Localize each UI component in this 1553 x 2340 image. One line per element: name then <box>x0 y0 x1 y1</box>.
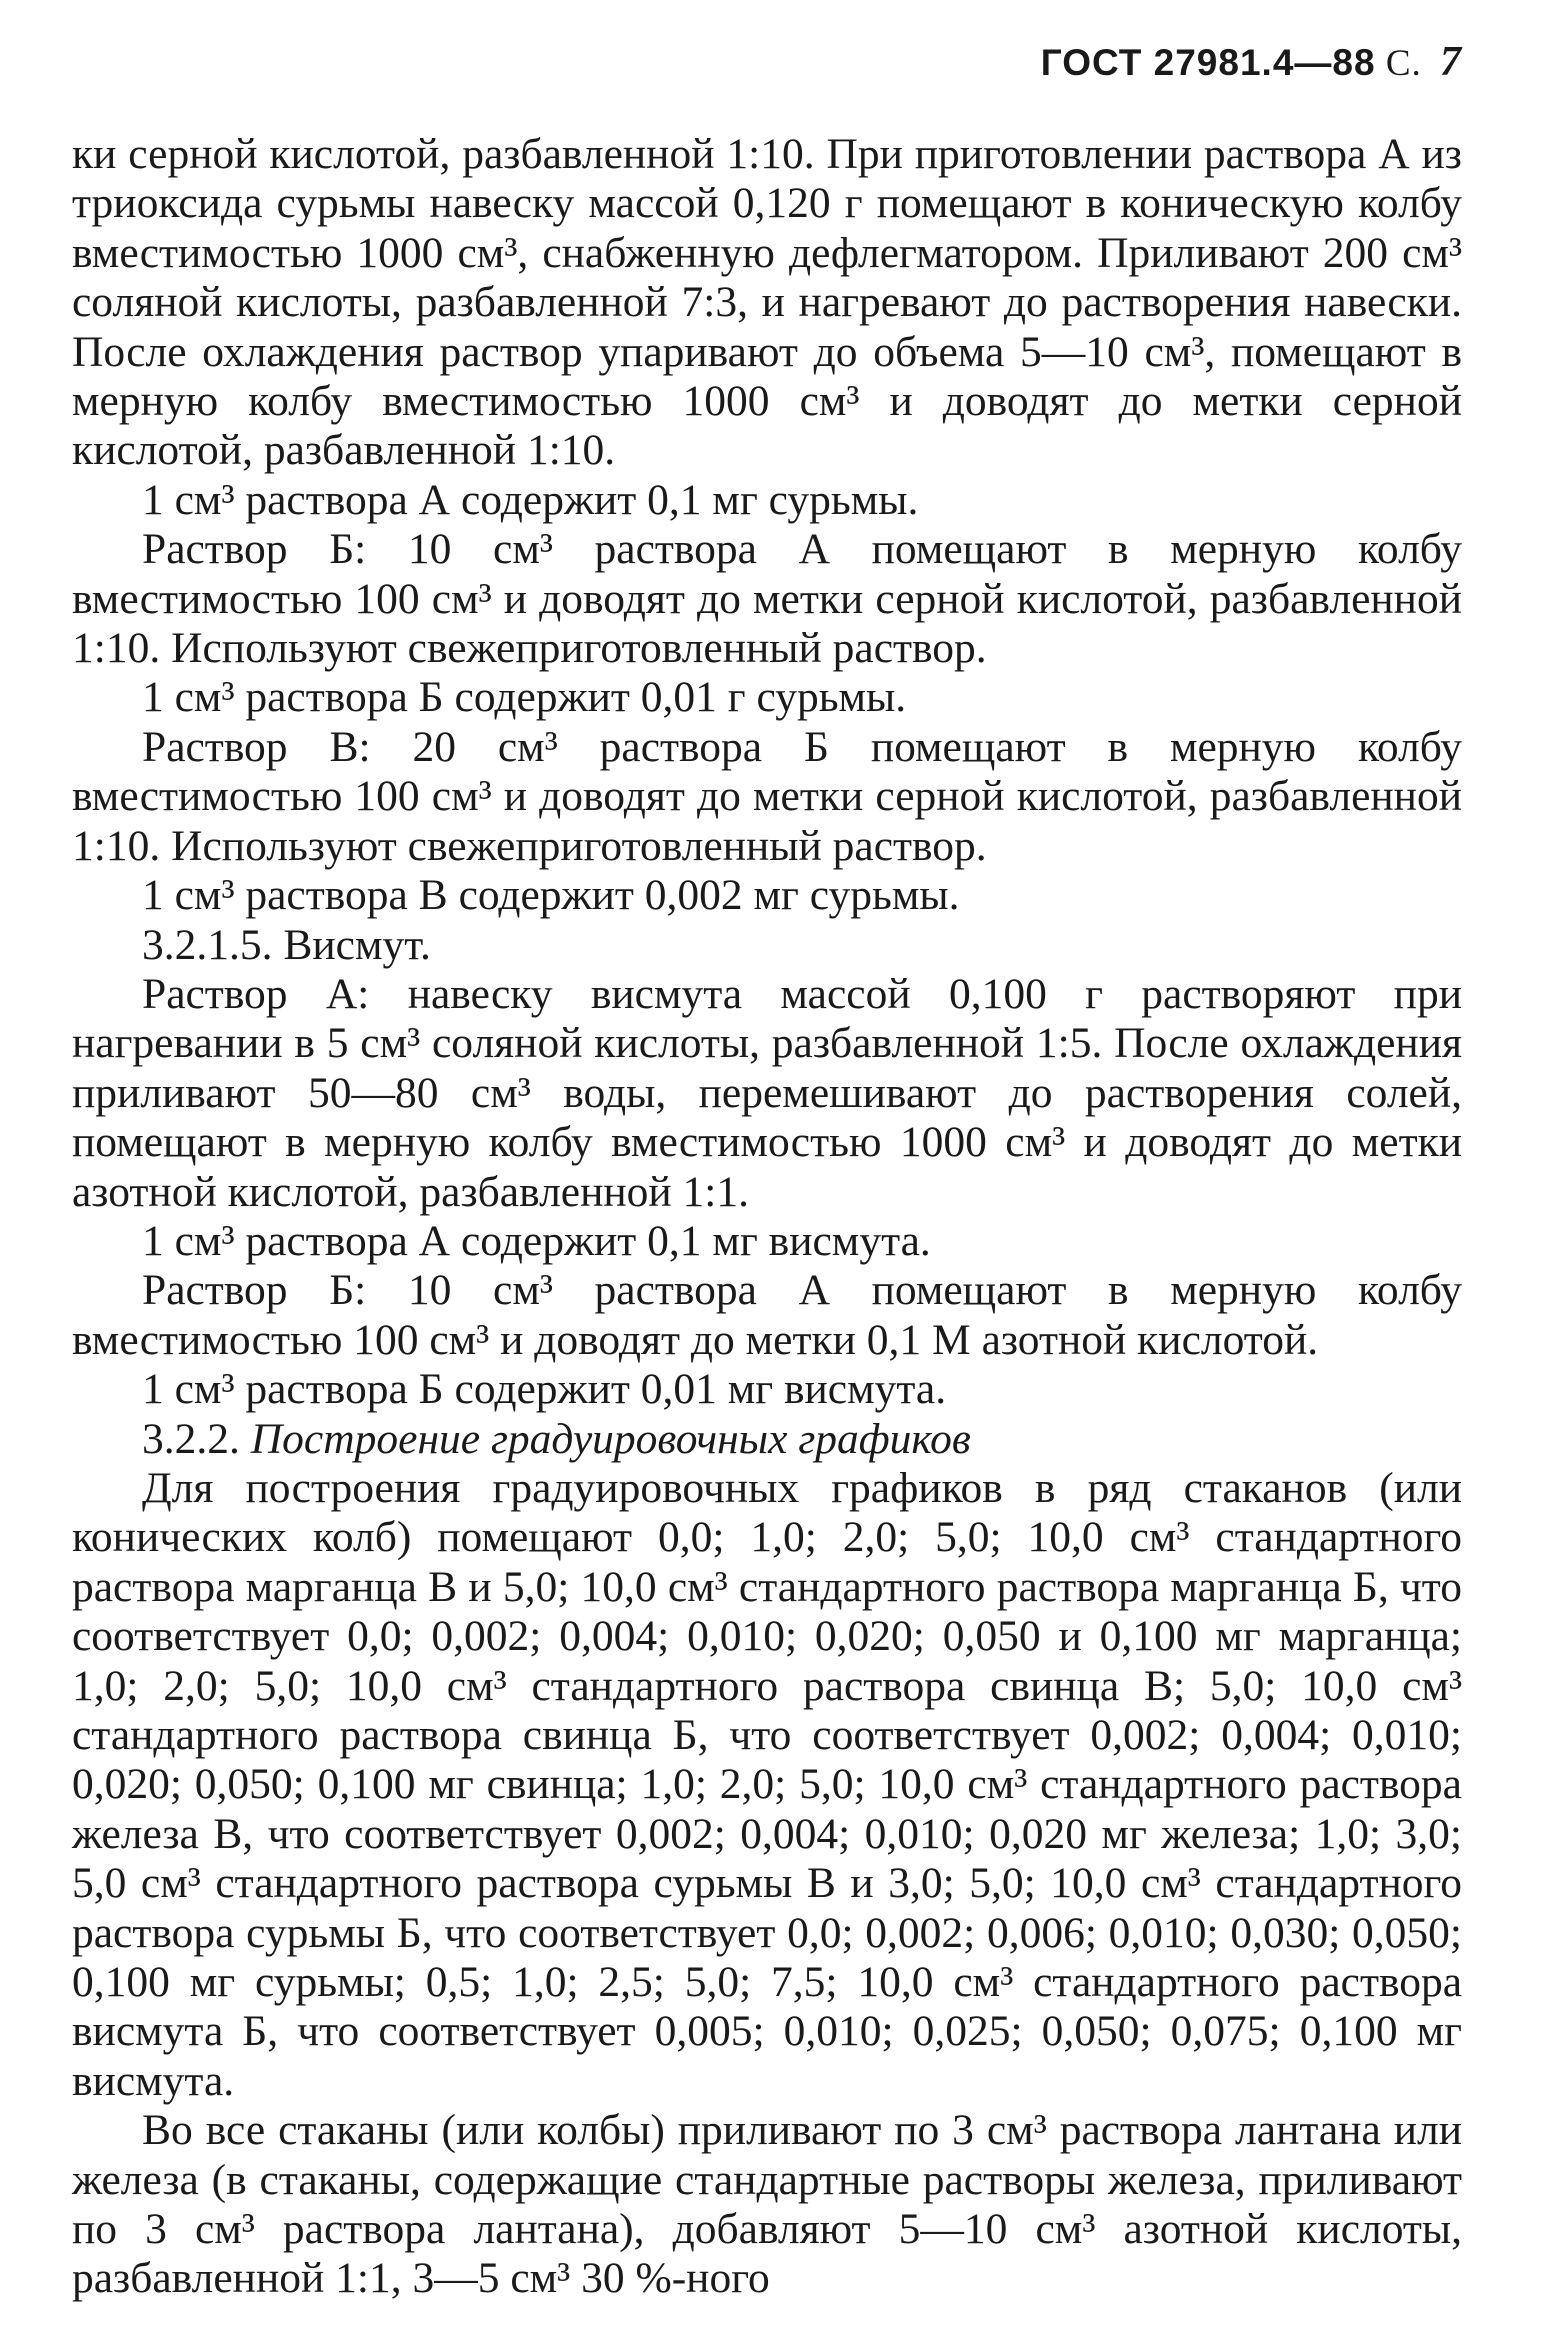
paragraph: Во все стаканы (или колбы) приливают по 3 см³ раствора лантана или железа (в стаканы, содержащие стандартные растворы железа, приливают по 3 см³ раствора лантана), добавляют 5—10 см³ азотной кислоты, разбавленной 1:1, 3—5 см³ 30 %-ного <box>72 2106 1462 2303</box>
paragraph: Раствор Б: 10 см³ раствора А помещают в мерную колбу вместимостью 100 см³ и доводят до метки 0,1 М азотной кислотой. <box>72 1266 1462 1364</box>
document-body <box>72 130 1462 2304</box>
paragraph: 1 см³ раствора В содержит 0,002 мг сурьмы. <box>142 871 960 920</box>
page-label: С. <box>1385 43 1422 84</box>
paragraph: 1 см³ раствора Б содержит 0,01 г сурьмы. <box>142 673 907 722</box>
section-number: 3.2.2. <box>142 1414 240 1463</box>
paragraph: ки серной кислотой, разбавленной 1:10. При приготовлении раствора А из триоксида сурьмы навеску массой 0,120 г помещают в коническую колбу вместимостью 1000 см³, снабженную дефлегматором. Приливают 200 см³ соляной кислоты, разбавленной 7:3, и нагревают до растворения навески. После охлаждения раствор упаривают до объема 5—10 см³, помещают в мерную колбу вместимостью 1000 см³ и доводят до метки серной кислотой, разбавленной 1:10. <box>72 130 1462 475</box>
document-page <box>72 38 1462 2303</box>
section-heading-322 <box>72 1415 1462 1464</box>
paragraph: 1 см³ раствора Б содержит 0,01 мг висмута. <box>142 1365 947 1414</box>
paragraph: Раствор А: навеску висмута массой 0,100 г растворяют при нагревании в 5 см³ соляной кислоты, разбавленной 1:5. После охлаждения приливают 50—80 см³ воды, перемешивают до растворения солей, помещают в мерную колбу вместимостью 1000 см³ и доводят до метки азотной кислотой, разбавленной 1:1. <box>72 969 1462 1216</box>
section-heading-bismuth: 3.2.1.5. Висмут. <box>142 920 431 969</box>
paragraph: Раствор В: 20 см³ раствора Б помещают в мерную колбу вместимостью 100 см³ и доводят до метки серной кислотой, разбавленной 1:10. Используют свежеприготовленный раствор. <box>72 722 1462 870</box>
section-title: Построение градуировочных графиков <box>250 1414 971 1463</box>
paragraph: 1 см³ раствора А содержит 0,1 мг сурьмы. <box>142 475 919 524</box>
paragraph: 1 см³ раствора А содержит 0,1 мг висмута. <box>142 1216 931 1265</box>
page-number: 7 <box>1440 39 1462 85</box>
paragraph: Раствор Б: 10 см³ раствора А помещают в мерную колбу вместимостью 100 см³ и доводят до метки серной кислотой, разбавленной 1:10. Используют свежеприготовленный раствор. <box>72 525 1462 673</box>
paragraph: Для построения градуировочных графиков в ряд стаканов (или конических колб) помещают 0,0; 1,0; 2,0; 5,0; 10,0 см³ стандартного раствора марганца В и 5,0; 10,0 см³ стандартного раствора марганца Б, что соответствует 0,0; 0,002; 0,004; 0,010; 0,020; 0,050 и 0,100 мг марганца; 1,0; 2,0; 5,0; 10,0 см³ стандартного раствора свинца В; 5,0; 10,0 см³ стандартного раствора свинца Б, что соответствует 0,002; 0,004; 0,010; 0,020; 0,050; 0,100 мг свинца; 1,0; 2,0; 5,0; 10,0 см³ стандартного раствора железа В, что соответствует 0,002; 0,004; 0,010; 0,020 мг железа; 1,0; 3,0; 5,0 см³ стандартного раствора сурьмы В и 3,0; 5,0; 10,0 см³ стандартного раствора сурьмы Б, что соответствует 0,0; 0,002; 0,006; 0,010; 0,030; 0,050; 0,100 мг сурьмы; 0,5; 1,0; 2,5; 5,0; 7,5; 10,0 см³ стандартного раствора висмута Б, что соответствует 0,005; 0,010; 0,025; 0,050; 0,075; 0,100 мг висмута. <box>72 1463 1462 2105</box>
standard-number: ГОСТ 27981.4—88 <box>1040 42 1376 83</box>
page-header <box>1041 38 1462 86</box>
